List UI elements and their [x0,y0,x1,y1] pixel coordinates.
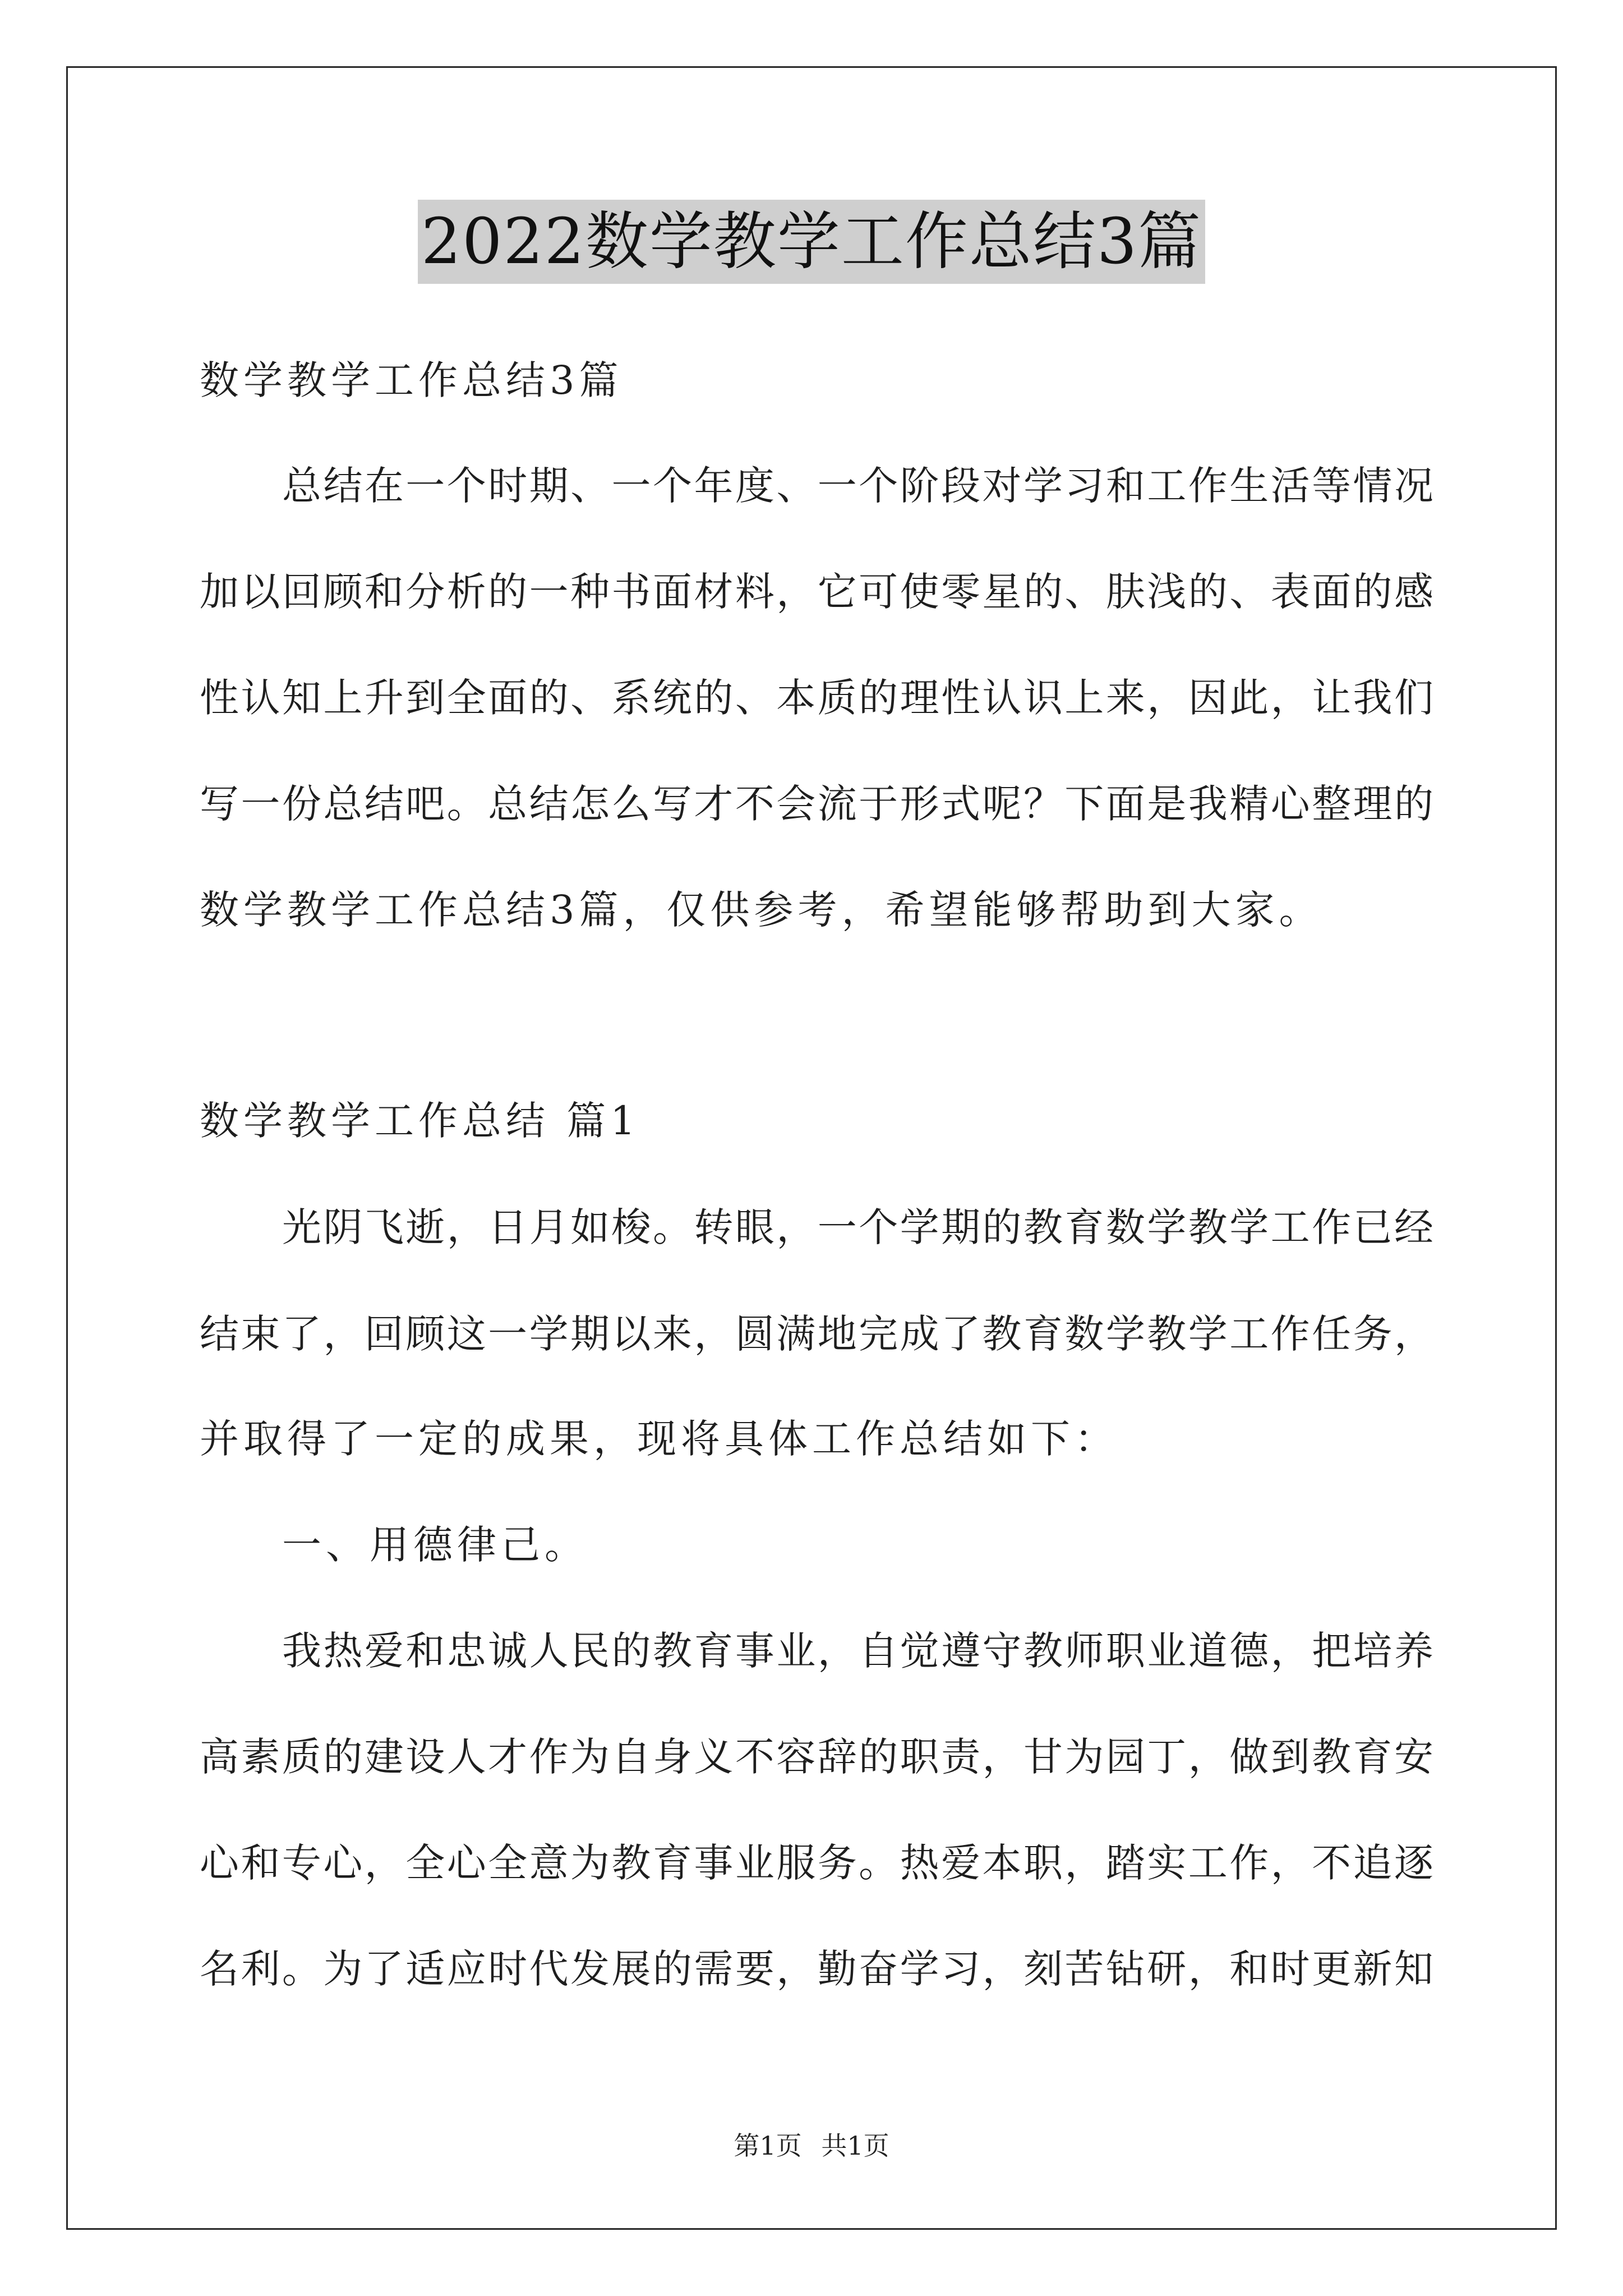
page-total: 共1页 [821,2131,889,2161]
intro-line-1: 总结在一个时期、一个年度、一个阶段对学习和工作生活等情况 [282,463,1433,509]
page-footer [0,2129,1623,2162]
section-1-p2-line-3: 心和专心，全心全意为教育事业服务。热爱本职，踏实工作，不追逐 [200,1840,1433,1886]
intro-line-2: 加以回顾和分析的一种书面材料，它可使零星的、肤浅的、表面的感 [200,569,1433,615]
section-1-p2-line-1: 我热爱和忠诚人民的教育事业，自觉遵守教师职业道德，把培养 [282,1628,1433,1674]
title-wrapper [0,200,1623,284]
section-1-p1-line-2: 结束了，回顾这一学期以来，圆满地完成了教育数学教学工作任务， [200,1311,1433,1357]
section-1-p2-line-2: 高素质的建设人才作为自身义不容辞的职责，甘为园丁，做到教育安 [200,1734,1433,1780]
section-1-heading: 数学教学工作总结 篇1 [200,1098,640,1144]
document-title: 2022数学教学工作总结3篇 [418,200,1205,284]
section-1-p2-line-4: 名利。为了适应时代发展的需要，勤奋学习，刻苦钻研，和时更新知 [200,1946,1433,1992]
section-1-p1-line-1: 光阴飞逝，日月如梭。转眼，一个学期的教育数学教学工作已经 [282,1204,1433,1250]
intro-line-5: 数学教学工作总结3篇，仅供参考，希望能够帮助到大家。 [200,887,1323,933]
section-1-item-1: 一、用德律己。 [282,1522,588,1568]
intro-line-3: 性认知上升到全面的、系统的、本质的理性认识上来，因此，让我们 [200,675,1433,721]
page-number: 第1页 [734,2131,802,2161]
section-1-p1-line-3: 并取得了一定的成果，现将具体工作总结如下： [200,1416,1118,1462]
subtitle: 数学教学工作总结3篇 [200,357,623,403]
intro-line-4: 写一份总结吧。总结怎么写才不会流于形式呢？下面是我精心整理的 [200,781,1433,827]
